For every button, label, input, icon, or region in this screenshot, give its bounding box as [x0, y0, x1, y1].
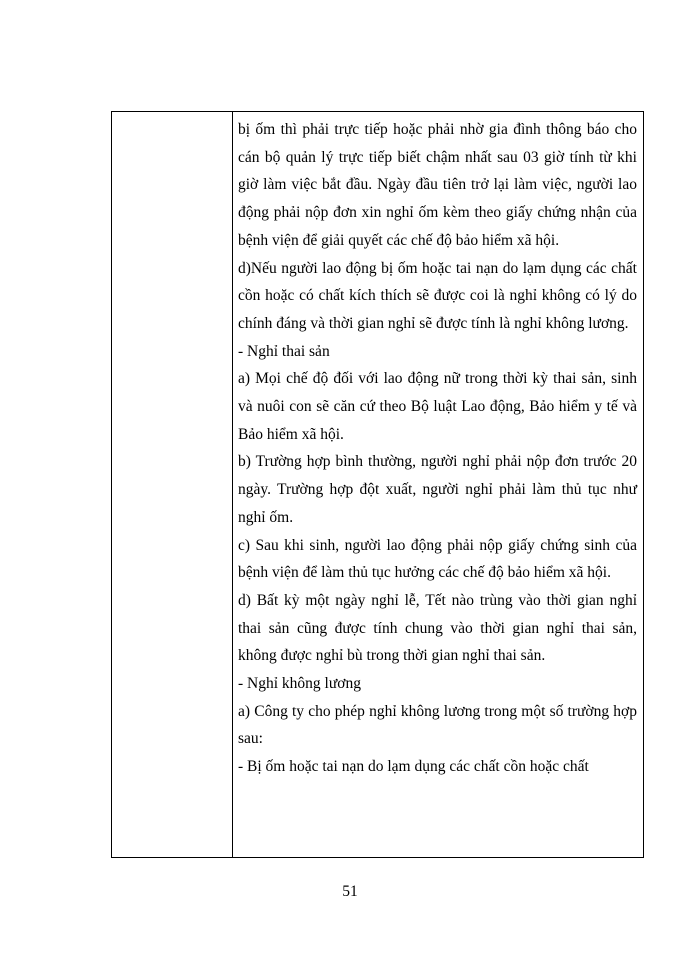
heading-unpaid-leave: - Nghỉ không lương [238, 675, 361, 693]
paragraph-maternity-c: c) Sau khi sinh, người lao động phải nộp giấy chứng sinh của bệnh viện để làm thủ tục hưởng các chế độ bảo hiểm xã hội. [238, 536, 637, 582]
paragraph-sick-leave-notice: bị ốm thì phải trực tiếp hoặc phải nhờ gia đình thông báo cho cán bộ quản lý trực tiếp biết chậm nhất sau 03 giờ tính từ khi giờ làm việc bắt đầu. Ngày đầu tiên trở lại làm việc, người lao động phải nộp đơn xin nghỉ ốm kèm theo giấy chứng nhận của bệnh viện để giải quyết các chế độ bảo hiểm xã hội. [238, 121, 637, 249]
page-number: 51 [342, 883, 358, 900]
paragraph-unpaid-a: a) Công ty cho phép nghỉ không lương trong một số trường hợp sau: [238, 702, 637, 748]
paragraph-maternity-a: a) Mọi chế độ đối với lao động nữ trong thời kỳ thai sản, sinh và nuôi con sẽ căn cứ theo Bộ luật Lao động, Bảo hiểm y tế và Bảo hiểm xã hội. [238, 370, 637, 443]
paragraph-maternity-b: b) Trường hợp bình thường, người nghỉ phải nộp đơn trước 20 ngày. Trường hợp đột xuất, người nghỉ phải làm thủ tục như nghỉ ốm. [238, 453, 637, 526]
paragraph-unpaid-item: - Bị ốm hoặc tai nạn do lạm dụng các chất cồn hoặc chất [238, 758, 589, 776]
heading-maternity-leave: - Nghỉ thai sản [238, 342, 330, 360]
paragraph-substance-abuse: d)Nếu người lao động bị ốm hoặc tai nạn do lạm dụng các chất cồn hoặc có chất kích thích sẽ được coi là nghỉ không có lý do chính đáng và thời gian nghỉ sẽ được tính là nghỉ không lương. [238, 259, 637, 332]
content-table [111, 111, 644, 858]
table-left-column [112, 112, 233, 857]
paragraph-maternity-d: d) Bất kỳ một ngày nghỉ lễ, Tết nào trùng vào thời gian nghỉ thai sản cũng được tính chung vào thời gian nghỉ thai sản, không được nghỉ bù trong thời gian nghỉ thai sản. [238, 591, 637, 665]
table-right-column [233, 112, 643, 857]
